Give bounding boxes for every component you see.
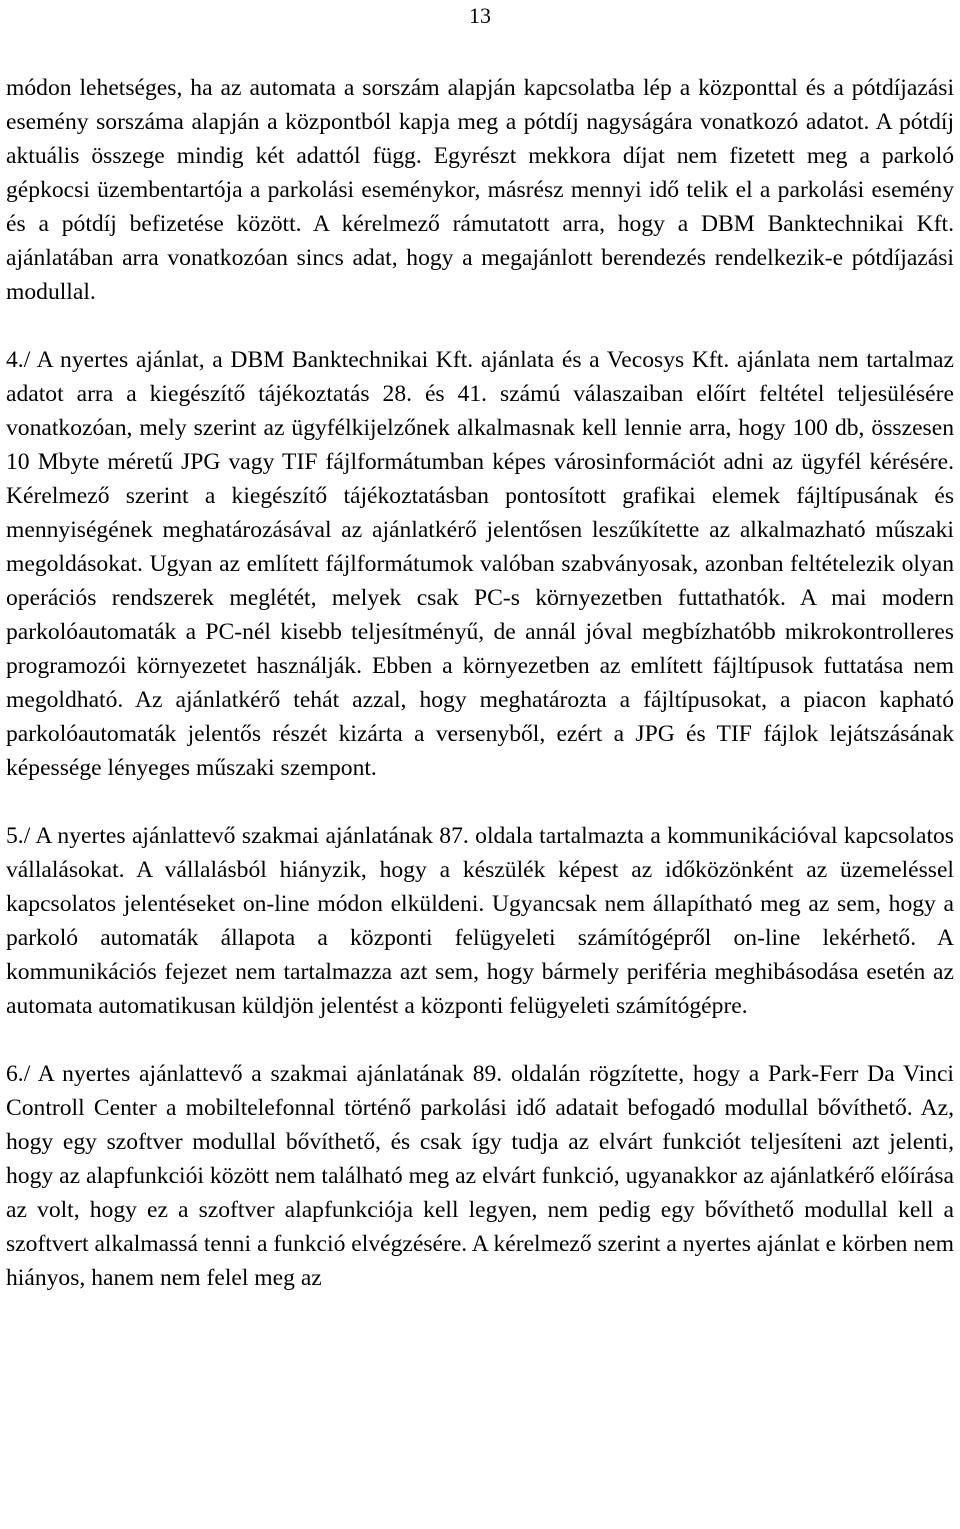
paragraph-1: módon lehetséges, ha az automata a sorszám alapján kapcsolatba lép a központtal és a pótdíjazási esemény sorszáma alapján a központból kapja meg a pótdíj nagyságára vonatkozó adatot. A pótdíj aktuális összege mindig két adattól függ. Egyrészt mekkora díjat nem fizetett meg a parkoló gépkocsi üzembentartója a parkolási eseménykor, másrész mennyi idő telik el a parkolási esemény és a pótdíj befizetése között. A kérelmező rámutatott arra, hogy a DBM Banktechnikai Kft. ajánlatában arra vonatkozóan sincs adat, hogy a megajánlott berendezés rendelkezik-e pótdíjazási modullal. <box>6 75 954 305</box>
document-body <box>6 71 954 1295</box>
paragraph-3: 5./ A nyertes ajánlattevő szakmai ajánlatának 87. oldala tartalmazta a kommunikációval kapcsolatos vállalásokat. A vállalásból hiányzik, hogy a készülék képest az időközönként az üzemeléssel kapcsolatos jelentéseket on-line módon elküldeni. Ugyancsak nem állapítható meg az sem, hogy a parkoló automaták állapota a központi felügyeleti számítógépről on-line lekérhető. A kommunikációs fejezet nem tartalmazza azt sem, hogy bármely periféria meghibásodása esetén az automata automatikusan küldjön jelentést a központi felügyeleti számítógépre. <box>6 823 954 1019</box>
paragraph-4: 6./ A nyertes ajánlattevő a szakmai ajánlatának 89. oldalán rögzítette, hogy a Park-Ferr Da Vinci Controll Center a mobiltelefonnal történő parkolási idő adatait befogadó modullal bővíthető. Az, hogy egy szoftver modullal bővíthető, és csak így tudja az elvárt funkciót teljesíteni azt jelenti, hogy az alapfunkciói között nem található meg az elvárt funkció, ugyanakkor az ajánlatkérő előírása az volt, hogy ez a szoftver alapfunkciója kell legyen, nem pedig egy bővíthető modullal kell a szoftvert alkalmassá tenni a funkció elvégzésére. A kérelmező szerint a nyertes ajánlat e körben nem hiányos, hanem nem felel meg az <box>6 1061 954 1291</box>
paragraph-2: 4./ A nyertes ajánlat, a DBM Banktechnikai Kft. ajánlata és a Vecosys Kft. ajánlata nem tartalmaz adatot arra a kiegészítő tájékoztatás 28. és 41. számú válaszaiban előírt feltétel teljesülésére vonatkozóan, mely szerint az ügyfélkijelzőnek alkalmasnak kell lennie arra, hogy 100 db, összesen 10 Mbyte méretű JPG vagy TIF fájlformátumban képes városinformációt adni az ügyfél kérésére. Kérelmező szerint a kiegészítő tájékoztatásban pontosított grafikai elemek fájltípusának és mennyiségének meghatározásával az ajánlatkérő jelentősen leszűkítette az alkalmazható műszaki megoldásokat. Ugyan az említett fájlformátumok valóban szabványosak, azonban feltételezik olyan operációs rendszerek meglétét, melyek csak PC-s környezetben futtathatók. A mai modern parkolóautomaták a PC-nél kisebb teljesítményű, de annál jóval megbízhatóbb mikrokontrolleres programozói környezetet használják. Ebben a környezetben az említett fájltípusok futtatása nem megoldható. Az ajánlatkérő tehát azzal, hogy meghatározta a fájltípusokat, a piacon kapható parkolóautomaták jelentős részét kizárta a versenyből, ezért a JPG és TIF fájlok lejátszásának képessége lényeges műszaki szempont. <box>6 347 954 781</box>
paragraph-spacer <box>6 785 954 819</box>
page-number: 13 <box>469 3 491 28</box>
paragraph-spacer <box>6 1023 954 1057</box>
paragraph-spacer <box>6 309 954 343</box>
